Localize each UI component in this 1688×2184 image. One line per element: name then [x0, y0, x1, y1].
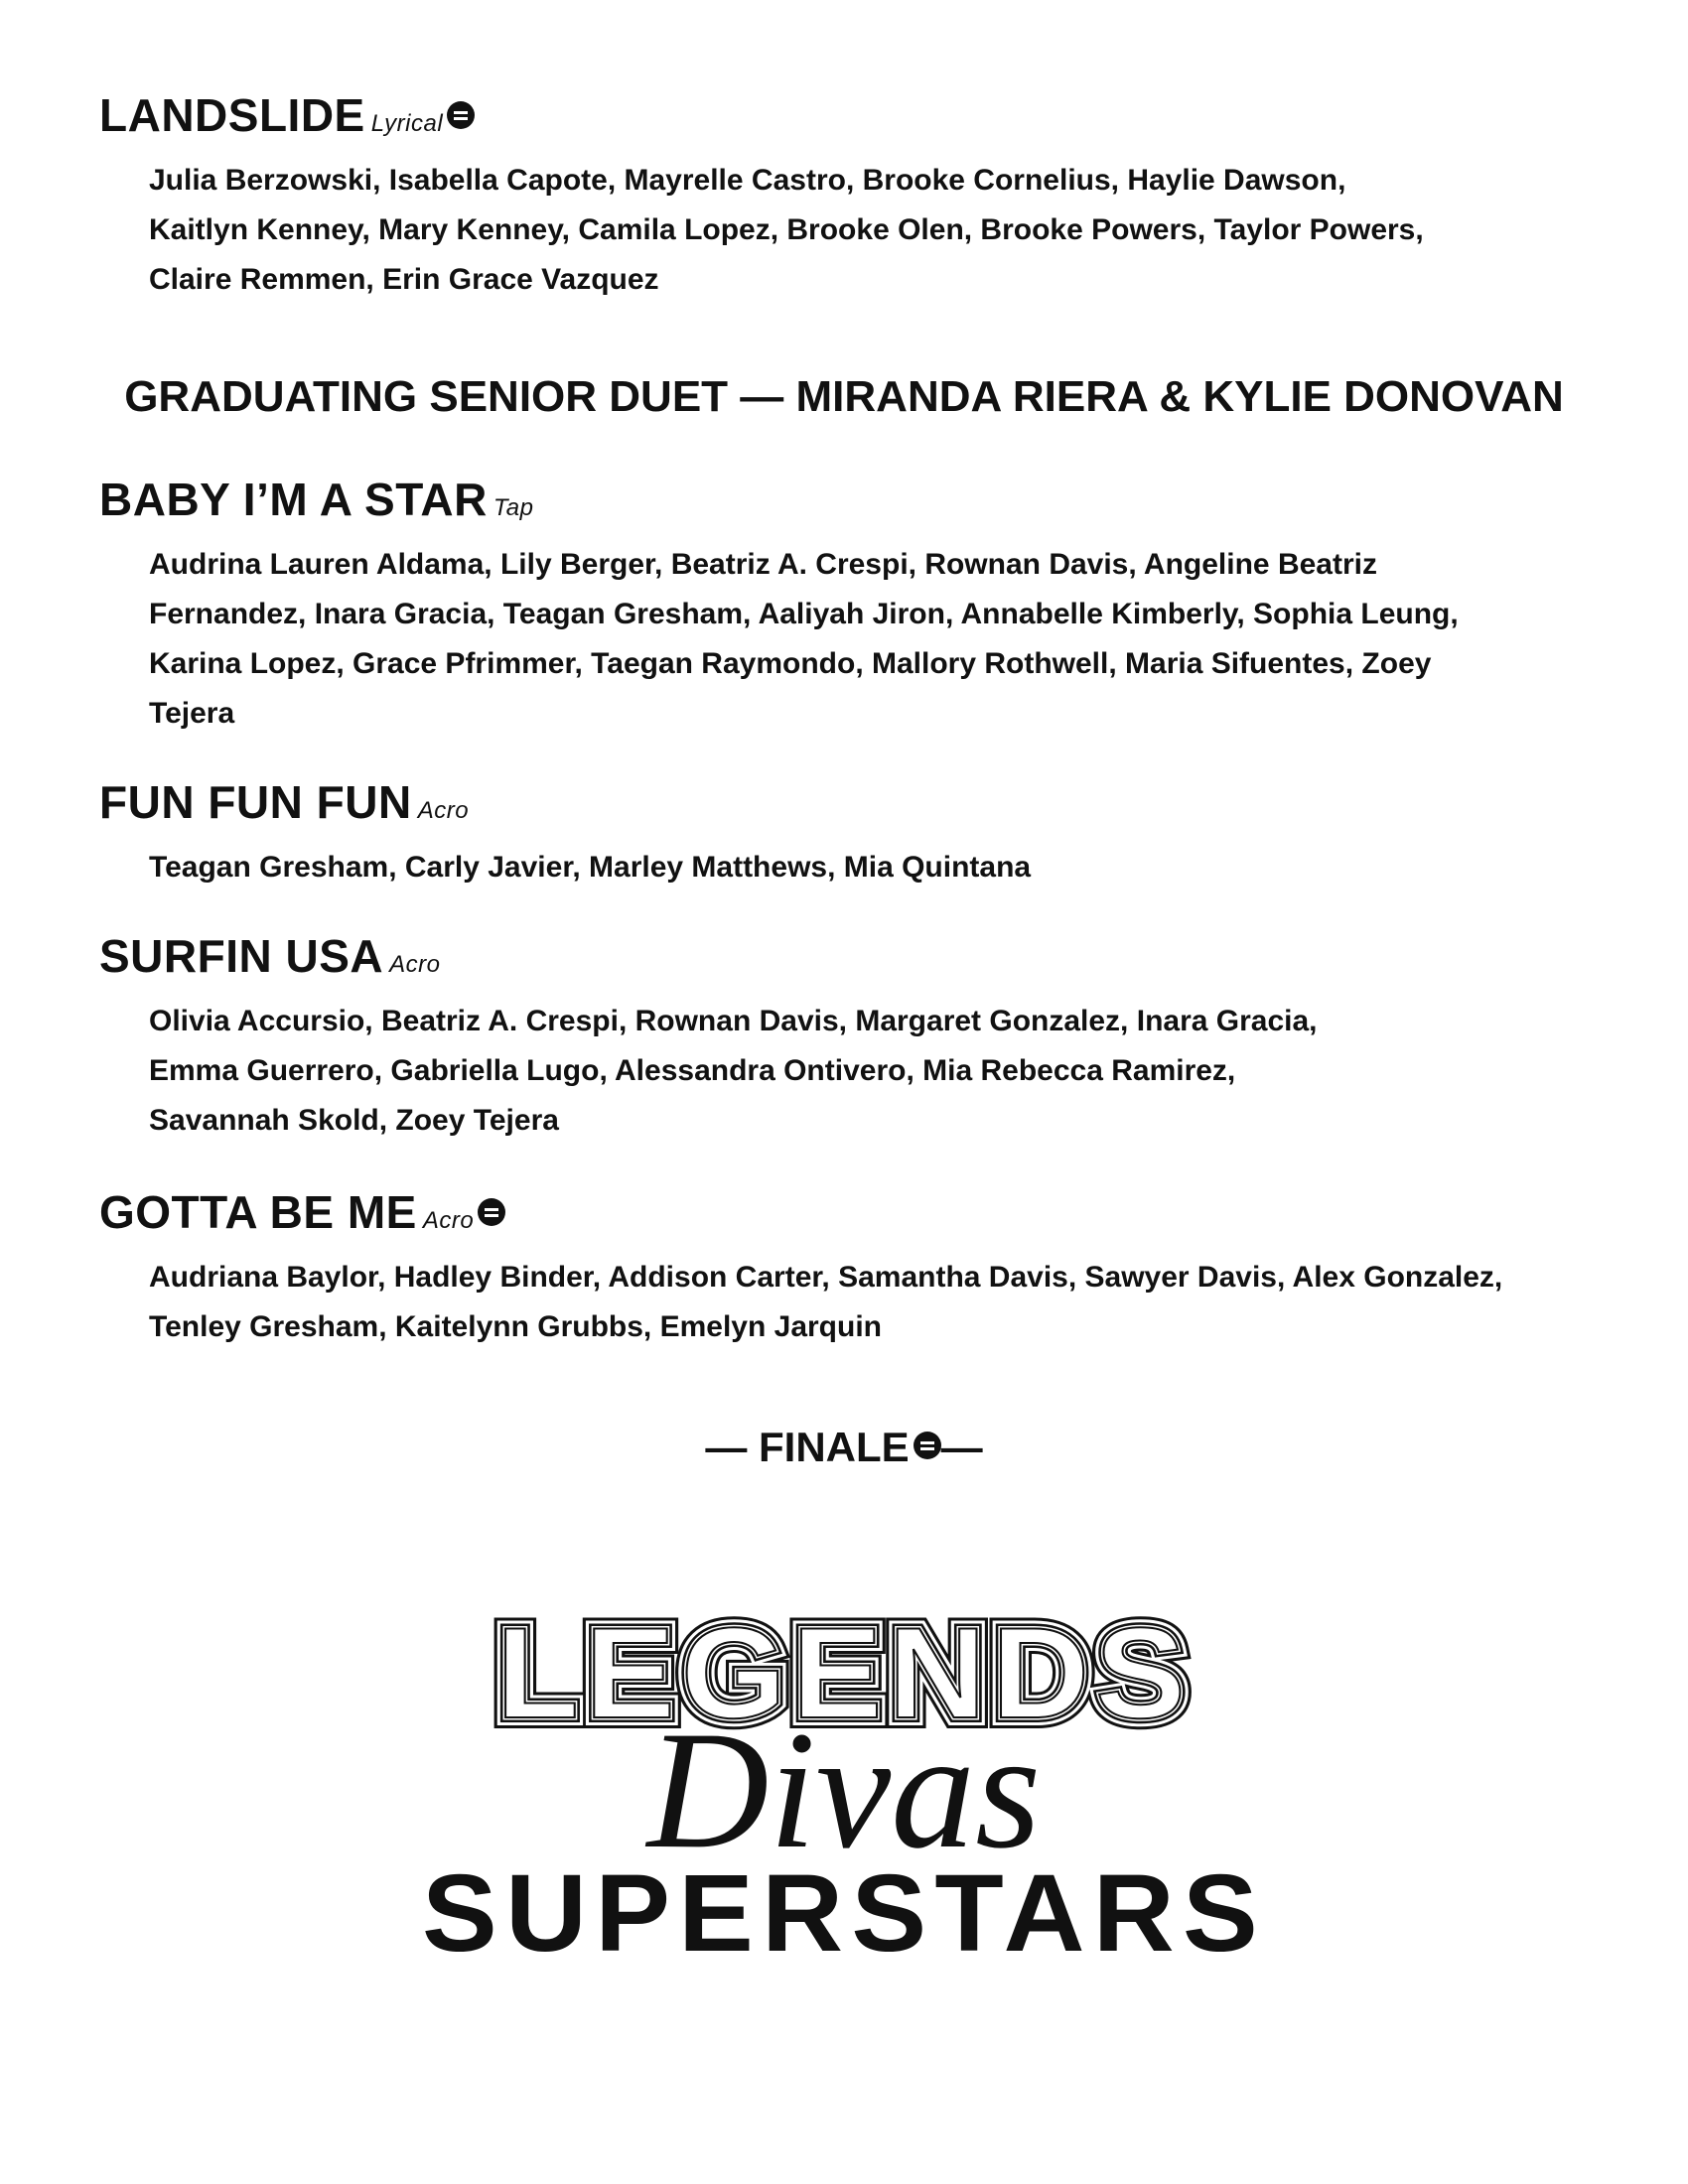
dancer-line: Tenley Gresham, Kaitelynn Grubbs, Emelyn Jarquin: [149, 1310, 882, 1343]
dancer-line: Olivia Accursio, Beatriz A. Crespi, Rownan Davis, Margaret Gonzalez, Inara Gracia,: [149, 1005, 1318, 1037]
routine-title-row: [99, 472, 1628, 536]
dancer-line: Kaitlyn Kenney, Mary Kenney, Camila Lopez, Brooke Olen, Brooke Powers, Taylor Powers,: [149, 213, 1424, 246]
routine-surfin-usa: [99, 928, 1628, 1146]
routine-title: SURFIN USA: [99, 930, 384, 982]
routine-title: BABY I’M A STAR: [99, 474, 488, 525]
dancer-line: Claire Remmen, Erin Grace Vazquez: [149, 263, 659, 296]
routine-title-row: [99, 774, 1628, 839]
finale-label: — FINALE: [705, 1424, 910, 1470]
e-icon: [914, 1432, 941, 1459]
routine-title: LANDSLIDE: [99, 89, 365, 141]
e-icon: [478, 1198, 505, 1226]
routine-title-row: [99, 1184, 1628, 1249]
logo-superstars-text: SUPERSTARS: [422, 1852, 1266, 1975]
finale-heading: [0, 1420, 1688, 1475]
routine-title: GOTTA BE ME: [99, 1186, 417, 1238]
dancer-line: Audriana Baylor, Hadley Binder, Addison Carter, Samantha Davis, Sawyer Davis, Alex Gonzalez,: [149, 1261, 1503, 1294]
dancer-line: Savannah Skold, Zoey Tejera: [149, 1104, 559, 1137]
dancer-line: Tejera: [149, 697, 235, 730]
dancer-list: [149, 997, 1628, 1146]
e-icon: [447, 101, 475, 129]
routine-title-row: [99, 928, 1628, 993]
dancer-list: [149, 843, 1628, 892]
routine-style: Lyrical: [370, 110, 444, 137]
routine-fun-fun-fun: [99, 774, 1628, 892]
routine-title-row: [99, 87, 1628, 152]
routine-baby-im-a-star: [99, 472, 1628, 739]
dancer-line: Karina Lopez, Grace Pfrimmer, Taegan Raymondo, Mallory Rothwell, Maria Sifuentes, Zoey: [149, 647, 1432, 680]
routine-gotta-be-me: [99, 1184, 1628, 1352]
show-logo: [397, 1578, 1291, 1976]
dancer-line: Fernandez, Inara Gracia, Teagan Gresham, Aaliyah Jiron, Annabelle Kimberly, Sophia Leung,: [149, 598, 1459, 630]
senior-duet-heading: GRADUATING SENIOR DUET — MIRANDA RIERA & KYLIE DONOVAN: [124, 372, 1564, 421]
logo-divas-text: Divas: [646, 1697, 1042, 1883]
finale-dash: —: [940, 1424, 983, 1470]
dancer-list: [149, 1253, 1628, 1352]
routine-style: Acro: [417, 797, 470, 824]
routine-landslide: [99, 87, 1628, 305]
routine-style: Acro: [422, 1207, 475, 1234]
routine-style: Acro: [389, 951, 441, 978]
dancer-line: Emma Guerrero, Gabriella Lugo, Alessandra Ontivero, Mia Rebecca Ramirez,: [149, 1054, 1236, 1087]
routine-style: Tap: [492, 494, 534, 521]
dancer-list: [149, 156, 1628, 305]
dancer-list: [149, 540, 1628, 739]
dancer-line: Teagan Gresham, Carly Javier, Marley Matthews, Mia Quintana: [149, 851, 1032, 884]
routine-title: FUN FUN FUN: [99, 776, 412, 828]
dancer-line: Julia Berzowski, Isabella Capote, Mayrelle Castro, Brooke Cornelius, Haylie Dawson,: [149, 164, 1346, 197]
dancer-line: Audrina Lauren Aldama, Lily Berger, Beatriz A. Crespi, Rownan Davis, Angeline Beatriz: [149, 548, 1377, 581]
